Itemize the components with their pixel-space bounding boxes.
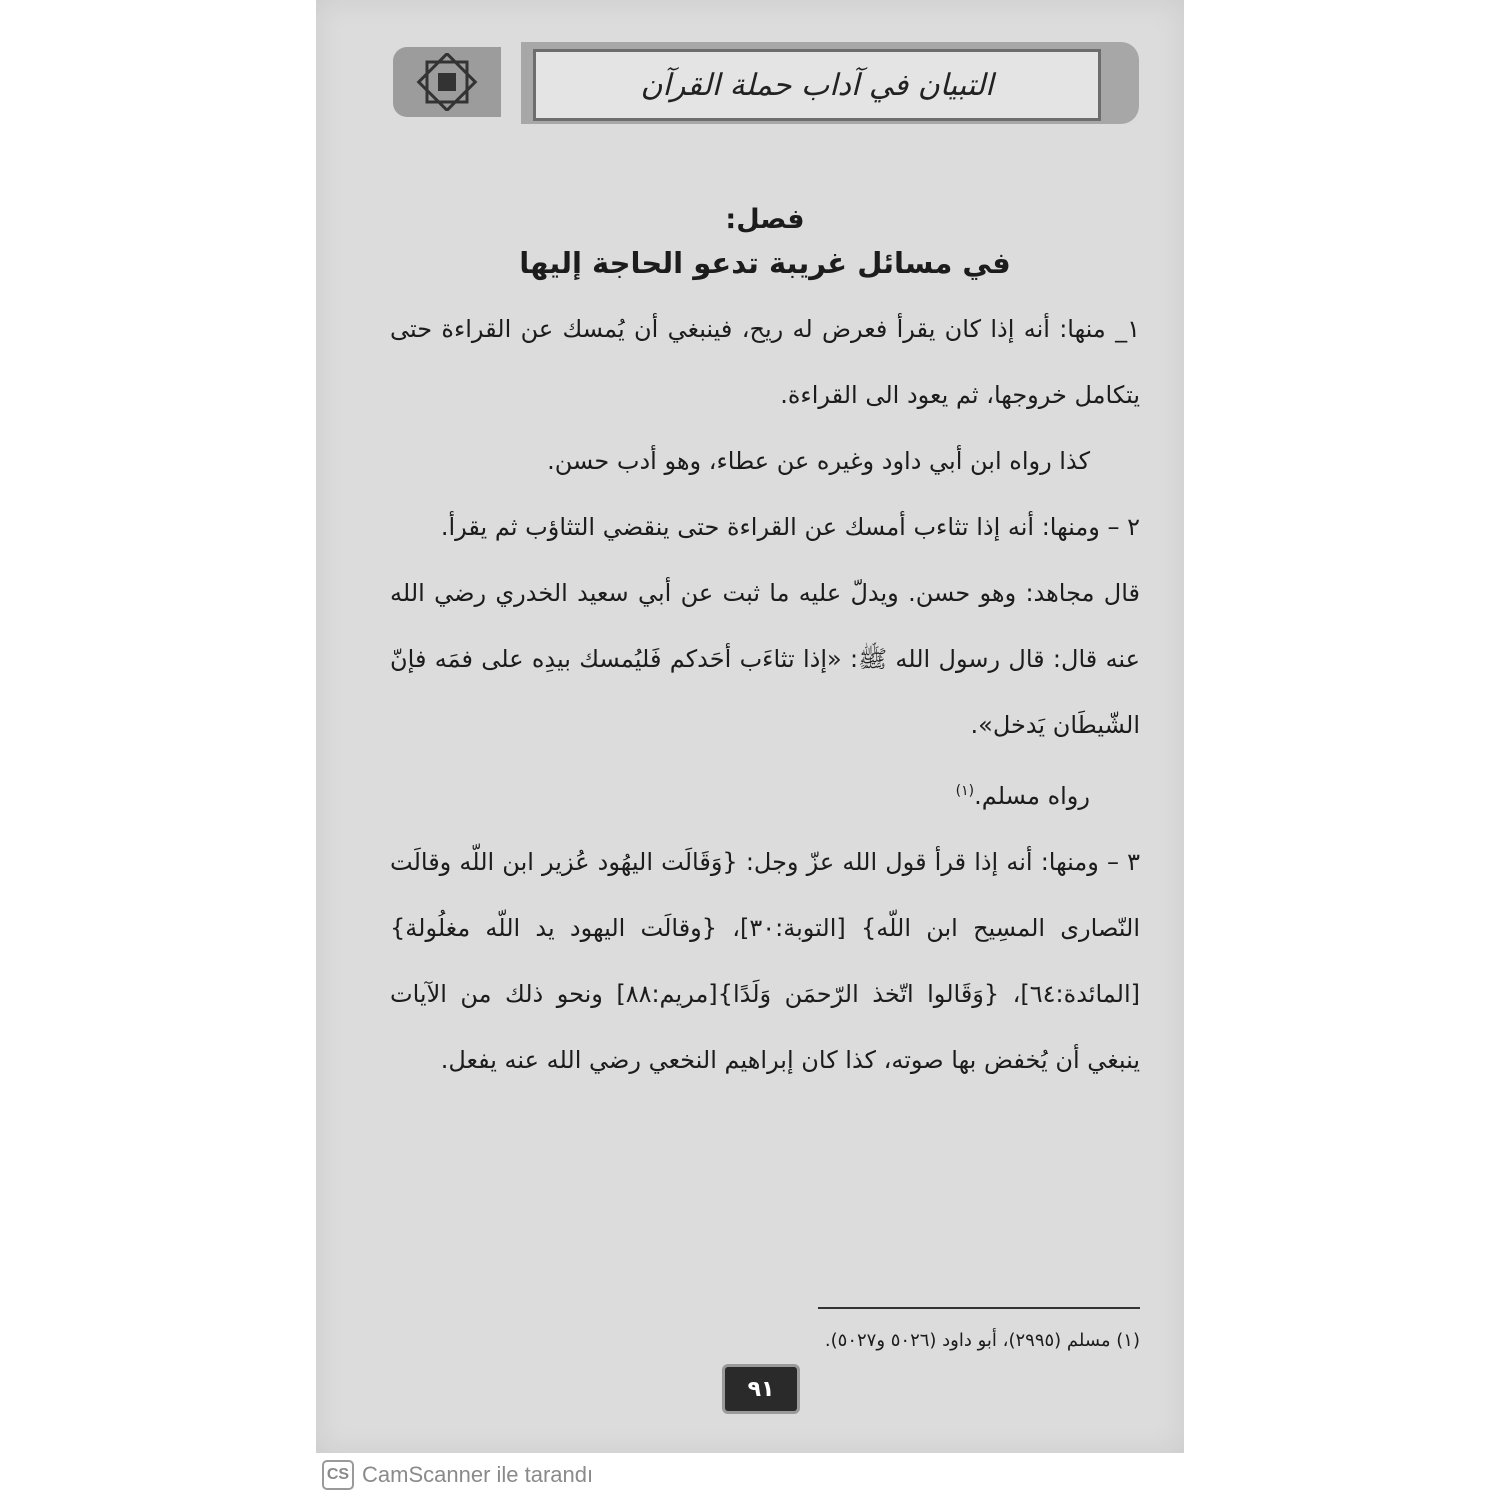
page-content — [390, 200, 1140, 1093]
paragraph-3: ٢ – ومنها: أنه إذا تثاءب أمسك عن القراءة حتى ينقضي التثاؤب ثم يقرأ. — [440, 513, 1140, 541]
paragraph-2: كذا رواه ابن أبي داود وغيره عن عطاء، وهو أدب حسن. — [547, 447, 1090, 475]
scanner-watermark — [322, 1457, 593, 1493]
paragraph-5 — [390, 758, 1140, 829]
paragraph-5-text: رواه مسلم. — [974, 782, 1090, 810]
paragraph-4: قال مجاهد: وهو حسن. ويدلّ عليه ما ثبت عن أبي سعيد الخدري رضي الله عنه قال: قال رسول الله ﷺ: «إذا تثاءَب أحَدكم فَليُمسك بيدِه على فمَه فإنّ الشّيطَان يَدخل». — [390, 579, 1140, 739]
footnote-divider — [818, 1307, 1140, 1309]
page-number: ٩١ — [722, 1364, 800, 1414]
camscanner-logo-icon: CS — [322, 1460, 354, 1490]
book-title: التبيان في آداب حملة القرآن — [640, 67, 994, 103]
section-title: في مسائل غريبة تدعو الحاجة إليها — [519, 246, 1011, 280]
section-label: فصل: — [725, 204, 805, 235]
paragraph-6: ٣ – ومنها: أنه إذا قرأ قول الله عزّ وجل: {وَقَالَت اليهُود عُزير ابن اللّه وقالَت النّصارى المسِيح ابن اللّه} [التوبة:٣٠]، {وقالَت اليهود يد اللّه مغلُولة}[المائدة:٦٤]، {وَقَالوا اتّخذ الرّحمَن وَلَدًا}[مريم:٨٨] ونحو ذلك من الآيات ينبغي أن يُخفض بها صوته، كذا كان إبراهيم النخعي رضي الله عنه يفعل. — [390, 848, 1140, 1074]
paragraph-1: ١_ منها: أنه إذا كان يقرأ فعرض له ريح، فينبغي أن يُمسك عن القراءة حتى يتكامل خروجها، ثم يعود الى القراءة. — [390, 315, 1140, 409]
scanner-watermark-text: CamScanner ile tarandı — [362, 1462, 594, 1487]
ornament-icon — [393, 47, 501, 117]
footnote: (١) مسلم (٢٩٩٥)، أبو داود (٥٠٢٦ و٥٠٢٧). — [824, 1330, 1140, 1351]
footnote-marker: (١) — [955, 783, 975, 799]
header-title-box — [533, 49, 1101, 121]
